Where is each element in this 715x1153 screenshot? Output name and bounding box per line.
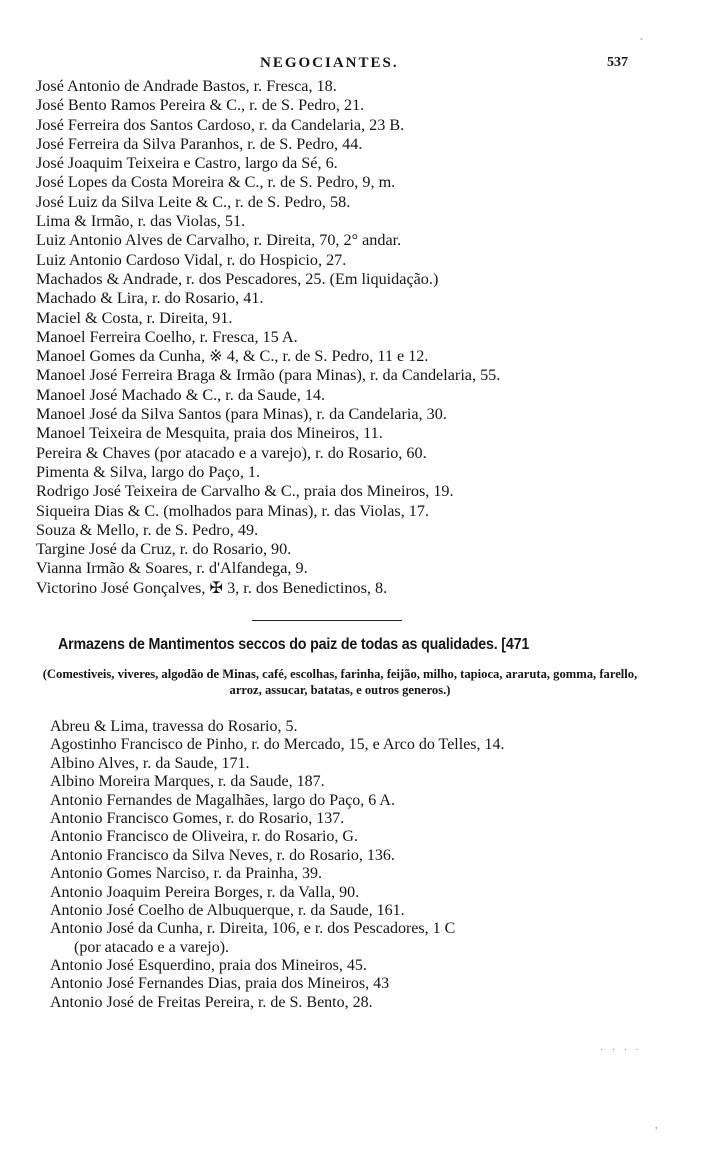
list-item: José Lopes da Costa Moreira & C., r. de S. Pedro, 9, m. bbox=[36, 173, 396, 192]
list-item: Targine José da Cruz, r. do Rosario, 90. bbox=[36, 540, 292, 559]
running-head: NEGOCIANTES. bbox=[260, 55, 399, 71]
list-item: Antonio Gomes Narciso, r. da Prainha, 39. bbox=[50, 865, 322, 883]
list-item: Antonio José Esquerdino, praia dos Mineiros, 45. bbox=[50, 957, 367, 975]
list-item: Antonio Francisco Gomes, r. do Rosario, 137. bbox=[50, 809, 345, 827]
list-item: Manoel José Machado & C., r. da Saude, 14. bbox=[36, 385, 326, 404]
list-item: Souza & Mello, r. de S. Pedro, 49. bbox=[36, 520, 259, 539]
list-item: José Ferreira da Silva Paranhos, r. de S. Pedro, 44. bbox=[36, 134, 363, 153]
merchant-list-top bbox=[36, 77, 631, 598]
list-item: Antonio Francisco de Oliveira, r. do Rosario, G. bbox=[50, 828, 358, 846]
list-item: Luiz Antonio Cardoso Vidal, r. do Hospicio, 27. bbox=[36, 250, 347, 269]
list-item: Luiz Antonio Alves de Carvalho, r. Direita, 70, 2° andar. bbox=[36, 231, 402, 250]
list-item: Manoel Gomes da Cunha, ※ 4, & C., r. de S. Pedro, 11 e 12. bbox=[36, 347, 429, 366]
list-item: Antonio José de Freitas Pereira, r. de S. Bento, 28. bbox=[50, 993, 373, 1011]
list-item-continuation: (por atacado e a varejo). bbox=[74, 938, 230, 956]
list-item: Antonio Joaquim Pereira Borges, r. da Valla, 90. bbox=[50, 883, 360, 901]
section-subtitle: (Comestiveis, viveres, algodão de Minas, café, escolhas, farinha, feijão, milho, tapioca, araruta, gomma, farello, arroz, assucar, batatas, e outros generos.) bbox=[42, 667, 638, 697]
print-speck-icon: ˛ bbox=[640, 30, 644, 41]
page-header bbox=[30, 55, 630, 77]
list-item: Antonio José Fernandes Dias, praia dos Mineiros, 43 bbox=[50, 975, 390, 993]
list-item: Victorino José Gonçalves, ✠ 3, r. dos Benedictinos, 8. bbox=[36, 578, 388, 597]
list-item: José Luiz da Silva Leite & C., r. de S. Pedro, 58. bbox=[36, 192, 351, 211]
list-item: José Joaquim Teixeira e Castro, largo da Sé, 6. bbox=[36, 154, 338, 173]
list-item: Machados & Andrade, r. dos Pescadores, 25. (Em liquidação.) bbox=[36, 269, 439, 288]
list-item: Siqueira Dias & C. (molhados para Minas), r. das Violas, 17. bbox=[36, 501, 430, 520]
print-speck-icon: · · · · bbox=[600, 1045, 642, 1056]
list-item: Machado & Lira, r. do Rosario, 41. bbox=[36, 289, 264, 308]
list-item: Antonio Francisco da Silva Neves, r. do Rosario, 136. bbox=[50, 846, 395, 864]
list-item: José Antonio de Andrade Bastos, r. Fresca, 18. bbox=[36, 77, 337, 95]
list-item: Manoel José Ferreira Braga & Irmão (para Minas), r. da Candelaria, 55. bbox=[36, 366, 501, 385]
page-number: 537 bbox=[607, 55, 628, 70]
list-item: Lima & Irmão, r. das Violas, 51. bbox=[36, 212, 246, 231]
section-heading: Armazens de Mantimentos seccos do paiz de todas as qualidades. [471 bbox=[58, 636, 530, 653]
list-item: Albino Alves, r. da Saude, 171. bbox=[50, 754, 250, 772]
list-item: Pereira & Chaves (por atacado e a varejo), r. do Rosario, 60. bbox=[36, 443, 427, 462]
list-item: Vianna Irmão & Soares, r. d'Alfandega, 9. bbox=[36, 559, 308, 578]
print-speck-icon: , bbox=[655, 1120, 658, 1131]
section-divider bbox=[252, 620, 402, 621]
list-item: Antonio José da Cunha, r. Direita, 106, e r. dos Pescadores, 1 C bbox=[50, 920, 456, 938]
list-item: Antonio José Coelho de Albuquerque, r. da Saude, 161. bbox=[50, 901, 405, 919]
list-item: José Ferreira dos Santos Cardoso, r. da Candelaria, 23 B. bbox=[36, 115, 405, 134]
merchant-list-bottom bbox=[50, 718, 640, 1012]
list-item: Antonio Fernandes de Magalhães, largo do Paço, 6 A. bbox=[50, 791, 395, 809]
list-item: Maciel & Costa, r. Direita, 91. bbox=[36, 308, 233, 327]
list-item: Pimenta & Silva, largo do Paço, 1. bbox=[36, 462, 261, 481]
list-item: Manoel Teixeira de Mesquita, praia dos Mineiros, 11. bbox=[36, 424, 383, 443]
list-item: Abreu & Lima, travessa do Rosario, 5. bbox=[50, 718, 298, 735]
list-item: José Bento Ramos Pereira & C., r. de S. Pedro, 21. bbox=[36, 96, 365, 115]
list-item: Manoel Ferreira Coelho, r. Fresca, 15 A. bbox=[36, 327, 298, 346]
list-item: Albino Moreira Marques, r. da Saude, 187. bbox=[50, 773, 325, 791]
list-item: Manoel José da Silva Santos (para Minas), r. da Candelaria, 30. bbox=[36, 405, 447, 424]
list-item: Agostinho Francisco de Pinho, r. do Mercado, 15, e Arco do Telles, 14. bbox=[50, 736, 505, 754]
list-item: Rodrigo José Teixeira de Carvalho & C., praia dos Mineiros, 19. bbox=[36, 482, 454, 501]
